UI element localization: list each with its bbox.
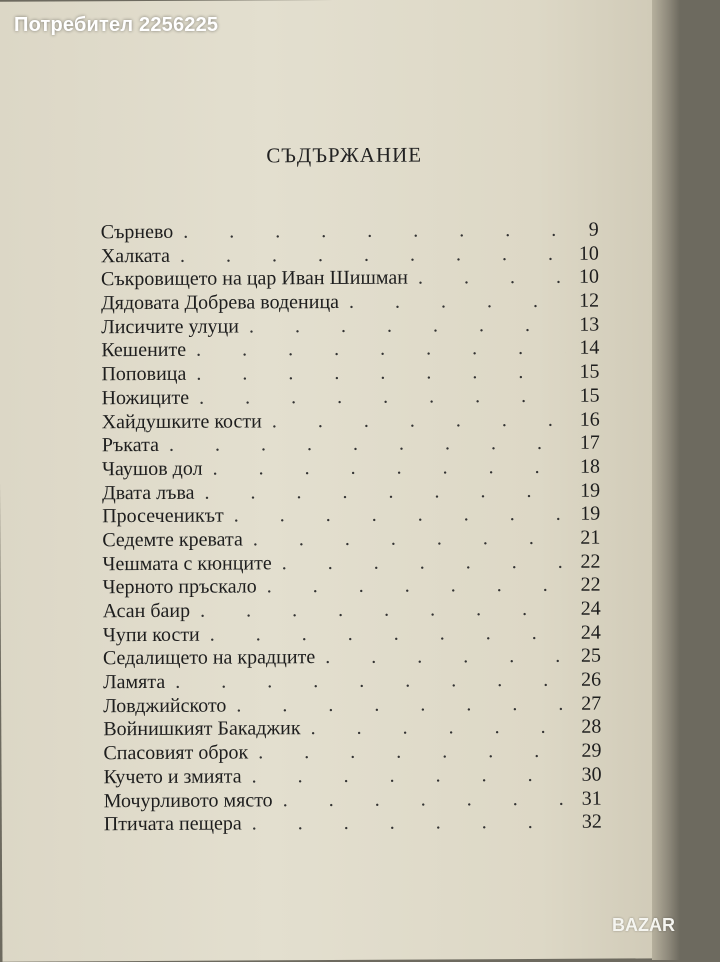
toc-entry (102, 384, 600, 410)
toc-entry-title: Ламята (102, 670, 166, 694)
toc-entry (101, 290, 599, 316)
toc-entry (103, 763, 601, 789)
toc-entry (102, 550, 600, 576)
toc-entry-title: Сърнево (100, 220, 174, 244)
toc-entry (103, 692, 601, 718)
toc-entry-page: 29 (581, 739, 602, 762)
dot-leader (408, 266, 565, 291)
dot-leader (226, 693, 567, 718)
toc-entry (104, 787, 602, 813)
toc-entry-title: Птичата пещера (103, 812, 242, 836)
dot-leader (262, 408, 566, 433)
dot-leader (170, 242, 565, 268)
toc-entry (101, 266, 599, 292)
dot-leader (301, 716, 568, 741)
toc-entry (102, 479, 600, 505)
toc-entry (101, 313, 599, 339)
toc-entry-title: Съкровището на цар Иван Шишман (100, 266, 409, 291)
toc-entry (101, 337, 599, 363)
dot-leader (248, 740, 567, 765)
toc-entry-page: 19 (580, 502, 601, 525)
dot-leader (242, 811, 568, 836)
toc-entry-page: 13 (579, 313, 600, 336)
toc-entry-page: 25 (580, 644, 601, 668)
toc-entry-page: 24 (580, 597, 601, 620)
toc-entry-title: Ловджийското (103, 694, 227, 717)
toc-entry-page: 30 (581, 763, 602, 786)
toc-entry-page: 27 (581, 692, 602, 715)
toc-entry (102, 527, 600, 553)
toc-entry-title: Хайдушките кости (101, 409, 262, 433)
toc-entry (104, 811, 602, 837)
toc-entry-page: 10 (578, 265, 599, 289)
toc-entry-page: 9 (588, 218, 599, 241)
dot-leader (159, 432, 566, 458)
dot-leader (224, 503, 567, 528)
toc-entry-title: Дядовата Добрева воденица (101, 291, 340, 315)
toc-entry (103, 598, 601, 624)
dot-leader (202, 456, 566, 482)
toc-entry-title: Седемте кревата (102, 528, 243, 552)
toc-entry-title: Халката (100, 244, 171, 267)
toc-entry-title: Войнишкият Бакаджик (103, 717, 301, 741)
toc-entry-page: 15 (579, 360, 600, 383)
dot-leader (339, 290, 565, 315)
toc-entry-title: Чаушов дол (101, 457, 203, 481)
toc-entry-page: 14 (579, 337, 600, 360)
toc-entry (103, 716, 601, 742)
toc-entry (102, 455, 600, 481)
toc-entry-page: 22 (580, 573, 601, 597)
toc-entry-title: Ножиците (101, 386, 190, 410)
table-of-contents (101, 219, 602, 837)
toc-entry-page: 24 (580, 621, 601, 644)
dot-leader (194, 479, 566, 505)
toc-entry-title: Спасовият оброк (103, 741, 249, 765)
toc-entry (102, 432, 600, 458)
dot-leader (257, 574, 567, 599)
dot-leader (189, 385, 566, 411)
dot-leader (239, 314, 565, 339)
toc-entry-page: 12 (579, 289, 600, 312)
bazar-logo: BAZAR (612, 915, 675, 935)
toc-entry-page: 26 (580, 668, 602, 691)
dot-leader (186, 337, 565, 363)
toc-entry-page: 10 (578, 242, 599, 265)
toc-entry-title: Ръката (101, 434, 159, 457)
toc-entry (103, 740, 601, 766)
toc-entry-page: 15 (579, 384, 600, 407)
dot-leader (315, 645, 567, 670)
toc-entry (101, 242, 599, 268)
toc-entry (101, 219, 599, 245)
toc-entry (103, 621, 601, 647)
toc-entry-title: Двата лъва (102, 481, 195, 504)
toc-entry-page: 31 (581, 787, 602, 810)
dot-leader (186, 361, 565, 387)
dot-leader (241, 764, 567, 789)
toc-entry (102, 503, 600, 529)
toc-entry-page: 17 (579, 431, 600, 454)
toc-entry-page: 19 (579, 479, 601, 502)
user-watermark: Потребител 2256225 (14, 14, 219, 36)
toc-entry-title: Кешените (101, 339, 187, 362)
toc-entry-title: Кучето и змията (103, 765, 242, 789)
dot-leader (243, 527, 567, 552)
dot-leader (165, 669, 567, 695)
toc-entry-title: Поповица (101, 362, 187, 386)
toc-entry-title: Асан баир (102, 599, 191, 623)
dot-leader (173, 219, 565, 245)
toc-entry (103, 669, 601, 695)
toc-entry-title: Лисичите улуци (101, 315, 239, 338)
toc-entry-title: Черното пръскало (102, 575, 257, 599)
toc-entry-page: 32 (581, 810, 602, 833)
toc-entry-page: 16 (579, 408, 600, 431)
toc-entry-page: 18 (579, 455, 600, 478)
dot-leader (273, 787, 568, 812)
dot-leader (272, 550, 567, 575)
toc-entry-page: 22 (580, 550, 601, 573)
toc-entry (103, 645, 601, 671)
toc-entry (101, 361, 599, 387)
dot-leader (190, 598, 567, 624)
page-edge (652, 0, 680, 960)
toc-entry (103, 574, 601, 600)
toc-entry-page: 28 (581, 716, 602, 739)
toc-entry-title: Чупи кости (102, 623, 200, 646)
toc-entry (102, 408, 600, 434)
toc-entry-title: Просеченикът (102, 504, 224, 528)
dot-leader (200, 621, 567, 647)
page-title: СЪДЪРЖАНИЕ (266, 142, 423, 168)
toc-entry-page: 21 (580, 526, 601, 549)
toc-entry-title: Чешмата с кюнците (102, 551, 272, 575)
toc-entry-title: Мочурливото място (103, 788, 273, 812)
toc-entry-title: Седалището на крадците (102, 646, 316, 670)
